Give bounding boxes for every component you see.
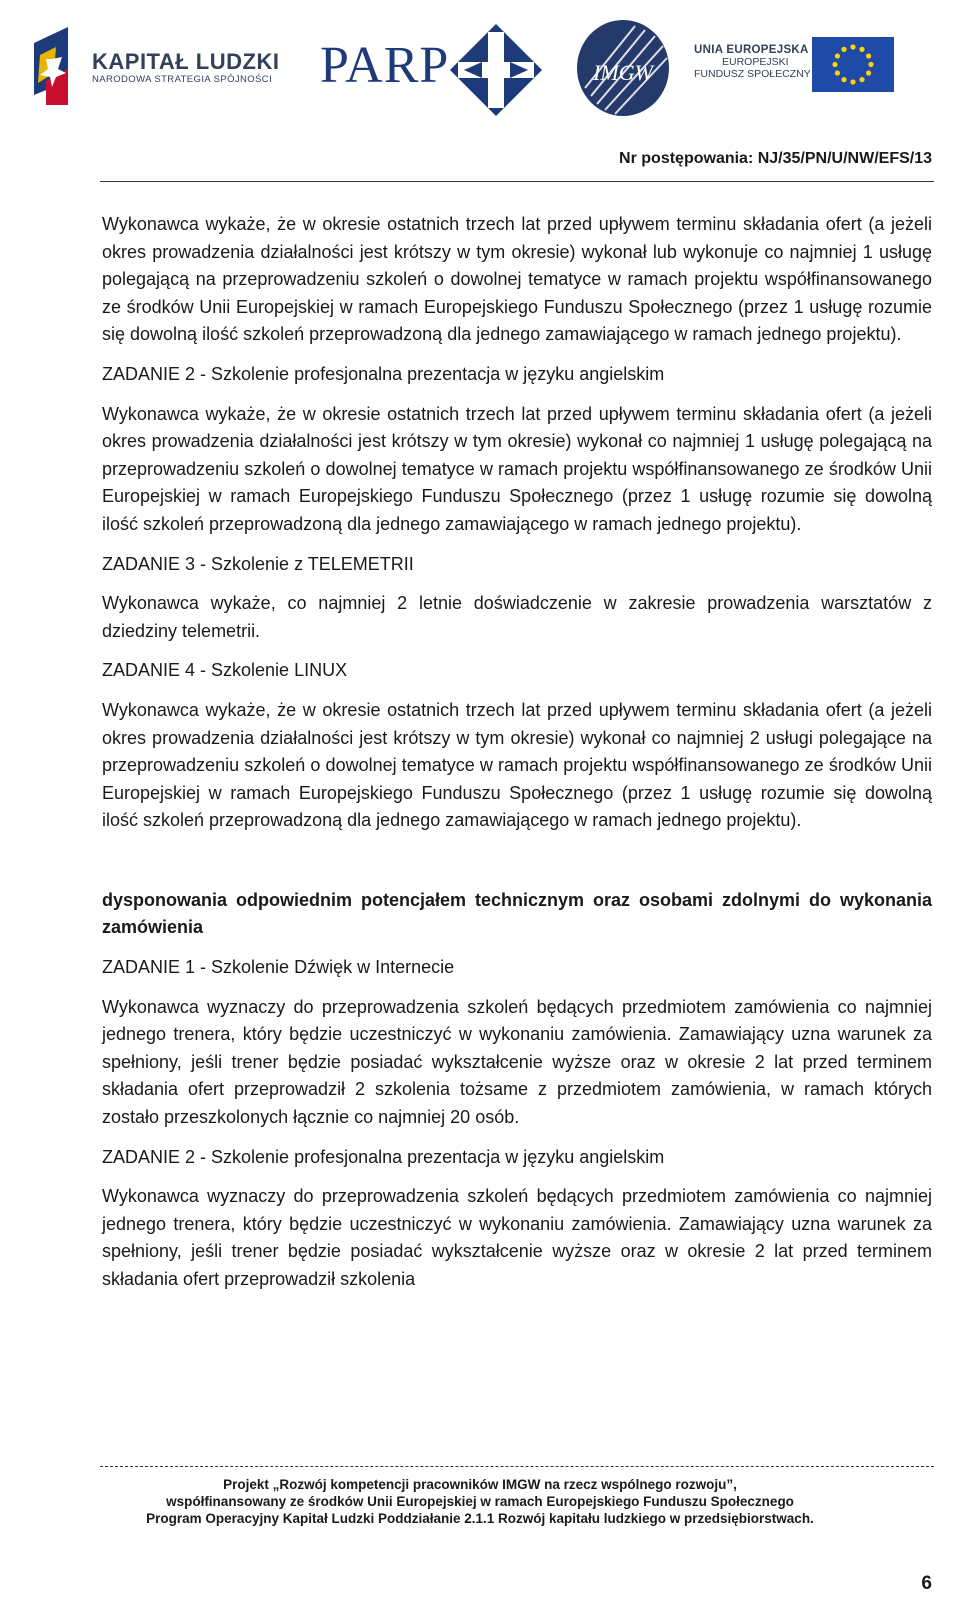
kapital-ludzki-title: KAPITAŁ LUDZKI (92, 49, 280, 74)
task-heading: ZADANIE 2 - Szkolenie profesjonalna prezentacja w języku angielskim (102, 1146, 665, 1167)
paragraph: Wykonawca wyznaczy do przeprowadzenia szkoleń będących przedmiotem zamówienia co najmniej jednego trenera, który będzie uczestniczyć w wykonaniu zamówienia. Zamawiający uzna warunek za spełniony, jeśli trener będzie posiadać wykształcenie wyższe oraz w okresie 2 lat przed terminem składania ofert przeprowadził szkolenia (102, 1186, 932, 1289)
footer-line-1: Projekt „Rozwój kompetencji pracowników IMGW na rzecz wspólnego rozwoju”, (223, 1477, 737, 1492)
parp-logo-mark (448, 22, 544, 118)
footer-line-3: Program Operacyjny Kapitał Ludzki Poddziałanie 2.1.1 Rozwój kapitału ludzkiego w przedsiębiorstwach. (146, 1511, 814, 1526)
eu-line-1: UNIA EUROPEJSKA (694, 44, 809, 56)
paragraph: Wykonawca wykaże, że w okresie ostatnich trzech lat przed upływem terminu składania ofert (a jeżeli okres prowadzenia działalności jest krótszy w tym okresie) wykonał co najmniej 2 usługi polegające na przeprowadzeniu szkoleń o dowolnej tematyce w ramach projektu współfinansowanego ze środków Unii Europejskiej w ramach Europejskiego Funduszu Społecznego (przez 1 usługę rozumie się dowolną ilość szkoleń przeprowadzoną dla jednego zamawiającego w ramach jednego projektu). (102, 699, 932, 831)
footer-line-2: współfinansowany ze środków Unii Europejskiej w ramach Europejskiego Funduszu Społecznego (166, 1494, 794, 1509)
paragraph: Wykonawca wykaże, co najmniej 2 letnie doświadczenie w zakresie prowadzenia warsztatów z dziedziny telemetrii. (102, 593, 932, 641)
parp-logo-text: PARP (320, 37, 450, 94)
eu-flag-icon (812, 37, 894, 92)
footer-divider (100, 1466, 934, 1467)
task-heading: ZADANIE 3 - Szkolenie z TELEMETRII (102, 553, 414, 574)
document-body (102, 211, 932, 1294)
task-heading: ZADANIE 1 - Szkolenie Dźwięk w Internecie (102, 957, 455, 978)
imgw-logo (575, 18, 671, 118)
kapital-ludzki-subtitle: NARODOWA STRATEGIA SPÓJNOŚCI (92, 74, 273, 85)
eu-logo-text (694, 44, 811, 80)
procedure-number: Nr postępowania: NJ/35/PN/U/NW/EFS/13 (619, 150, 932, 167)
task-heading: ZADANIE 2 - Szkolenie profesjonalna prezentacja w języku angielskim (102, 363, 665, 384)
eu-line-2: EUROPEJSKI (722, 56, 789, 68)
paragraph: Wykonawca wyznaczy do przeprowadzenia szkoleń będących przedmiotem zamówienia co najmniej jednego trenera, który będzie uczestniczyć w wykonaniu zamówienia. Zamawiający uzna warunek za spełniony, jeśli trener będzie posiadać wykształcenie wyższe oraz w okresie 2 lat przed terminem składania ofert przeprowadził 2 szkolenia tożsame z przedmiotem zamówienia, w ramach których zostało przeszkolonych łącznie co najmniej 20 osób. (102, 996, 932, 1128)
eu-line-3: FUNDUSZ SPOŁECZNY (694, 68, 811, 80)
section-title: dysponowania odpowiednim potencjałem technicznym oraz osobami zdolnymi do wykonania zamówienia (102, 889, 932, 938)
svg-text:IMGW: IMGW (593, 60, 653, 85)
task-heading: ZADANIE 4 - Szkolenie LINUX (102, 660, 348, 681)
page-number: 6 (921, 1573, 932, 1594)
kapital-ludzki-logo-mark (32, 25, 82, 107)
logo-bar (0, 0, 960, 150)
paragraph: Wykonawca wykaże, że w okresie ostatnich trzech lat przed upływem terminu składania ofert (a jeżeli okres prowadzenia działalności jest krótszy w tym okresie) wykonał co najmniej 1 usługę polegającą na przeprowadzeniu szkoleń o dowolnej tematyce w ramach projektu współfinansowanego ze środków Unii Europejskiej w ramach Europejskiego Funduszu Społecznego (przez 1 usługę rozumie się dowolną ilość szkoleń przeprowadzoną dla jednego zamawiającego w ramach jednego projektu). (102, 403, 932, 534)
footer (0, 1476, 960, 1527)
header-divider (100, 181, 934, 182)
kapital-ludzki-logo-text (92, 50, 279, 86)
paragraph: Wykonawca wykaże, że w okresie ostatnich trzech lat przed upływem terminu składania ofert (a jeżeli okres prowadzenia działalności jest krótszy w tym okresie) wykonał lub wykonuje co najmniej 1 usługę polegającą na przeprowadzeniu szkoleń o dowolnej tematyce w ramach projektu współfinansowanego ze środków Unii Europejskiej w ramach Europejskiego Funduszu Społecznego (przez 1 usługę rozumie się dowolną ilość szkoleń przeprowadzoną dla jednego zamawiającego w ramach jednego projektu). (102, 214, 932, 345)
